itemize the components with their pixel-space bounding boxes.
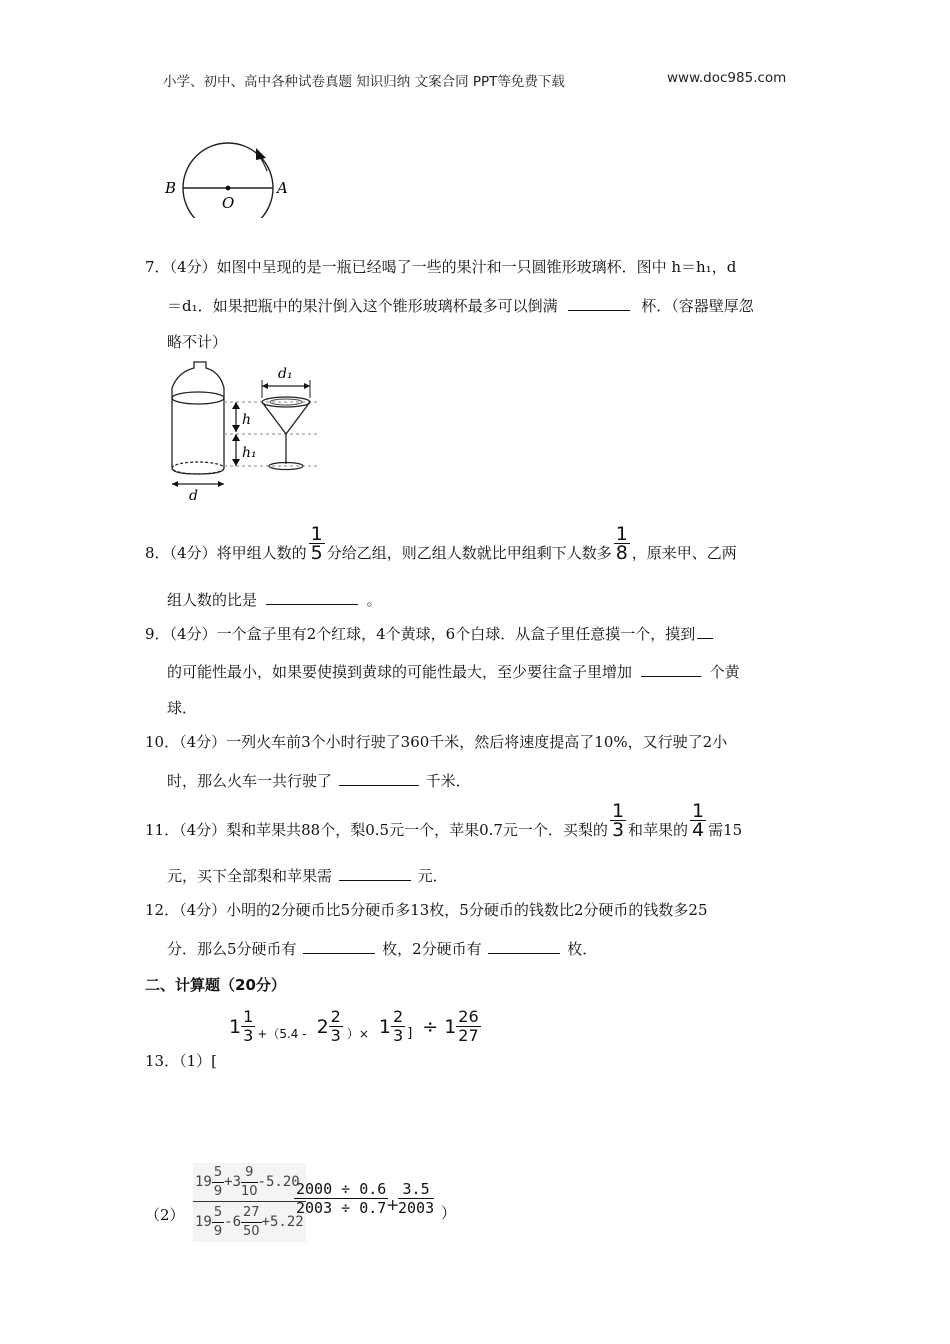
expr2-last-fraction: $\frac{3.5}{2003}$ [398, 1180, 435, 1217]
expr1-whole-3: 1 [378, 1015, 392, 1038]
expr1-whole-2: 2 [316, 1015, 329, 1038]
q7-line1: 7．（4分）如图中呈现的是一瓶已经喝了一些的果汁和一只圆锥形玻璃杯．图中 h＝h₁，d [145, 258, 737, 276]
q11-answer-blank[interactable] [339, 866, 411, 881]
expr1-bracket: ] [407, 1026, 413, 1041]
header-left: 小学、初中、高中各种试卷真题 知识归纳 文案合同 PPT等免费下载 [163, 74, 565, 90]
q13-expression-2-left [193, 1163, 306, 1242]
q8-line1 [145, 523, 737, 583]
q8-answer-blank[interactable] [266, 590, 358, 605]
q10-line2 [167, 771, 471, 790]
q13-label: 13．（1）[ [145, 1052, 217, 1070]
q13-part2-label: （2） [145, 1206, 185, 1224]
q11-line1 [145, 800, 742, 860]
q8-text-a: 8．（4分）将甲组人数的 [145, 544, 307, 562]
q8-line2 [167, 590, 382, 609]
fraction-1-4: $\frac{1}{4}$ [692, 799, 705, 841]
q11-line2 [167, 866, 448, 885]
label-d: d [189, 488, 198, 504]
q7-line3: 略不计） [167, 333, 228, 351]
q7-answer-blank[interactable] [568, 296, 630, 311]
q12-line2-mid: 枚，2分硬币有 [382, 940, 482, 958]
q10-line2-text: 时，那么火车一共行驶了 [167, 772, 333, 790]
q8-text-b: 分给乙组，则乙组人数就比甲组剩下人数多 [326, 544, 612, 562]
rotation-arrow-icon [256, 148, 266, 160]
q8-text-c: ，原来甲、乙两 [631, 544, 737, 562]
q12-answer-blank-1[interactable] [303, 939, 375, 954]
expr1-fraction-1: $\frac{1}{3}$ [243, 1007, 254, 1045]
label-o: O [222, 194, 235, 212]
q9-answer-blank-2[interactable] [641, 662, 701, 677]
q11-line2-tail: 元． [417, 867, 448, 885]
q9-line1 [145, 624, 713, 643]
label-h: h [242, 412, 252, 428]
q12-line2 [167, 939, 597, 958]
expr1-fraction-4: $\frac{26}{27}$ [458, 1007, 479, 1045]
label-h1: h₁ [242, 445, 257, 461]
label-d1: d₁ [278, 366, 293, 382]
q11-text-c: 需15 [708, 821, 743, 839]
q12-line2-text: 分．那么5分硬币有 [167, 940, 297, 958]
q8-line2-tail: 。 [366, 591, 382, 609]
q7-line2 [167, 296, 754, 315]
q10-line2-tail: 千米． [425, 772, 471, 790]
label-b: B [165, 179, 177, 197]
expr1-whole-1: 1 [229, 1015, 242, 1038]
fraction-1-3: $\frac{1}{3}$ [611, 799, 625, 841]
expr1-op-2: ）× [346, 1027, 369, 1041]
bottle-cone-figure [158, 358, 328, 508]
q7-line2-text: ＝d₁．如果把瓶中的果汁倒入这个锥形玻璃杯最多可以倒满 [167, 297, 558, 315]
expr2-numerator: 19 $\frac{5}{9}$ +3 $\frac{9}{10}$ -5.20 [195, 1164, 300, 1199]
q9-answer-blank-1[interactable] [697, 624, 713, 639]
header-site: www.doc985.com [667, 70, 787, 86]
expr2-close-paren: ） [441, 1204, 457, 1222]
q9-line2 [167, 662, 740, 681]
q11-text-b: 和苹果的 [628, 821, 689, 839]
fraction-1-8: $\frac{1}{8}$ [615, 522, 628, 564]
q8-line2-text: 组人数的比是 [167, 591, 258, 609]
label-a: A [277, 179, 288, 197]
expr1-fraction-2: $\frac{2}{3}$ [330, 1007, 341, 1045]
bottle-top-ellipse [172, 392, 224, 404]
expr1-fraction-3: $\frac{2}{3}$ [393, 1007, 404, 1045]
q9-line3: 球． [167, 699, 198, 717]
q12-line1: 12．（4分）小明的2分硬币比5分硬币多13枚，5分硬币的钱数比2分硬币的钱数多25 [145, 901, 708, 919]
expr2-denominator: 19 $\frac{5}{9}$ -6 $\frac{27}{50}$ +5.22 [195, 1204, 304, 1239]
q11-line2-text: 元，买下全部梨和苹果需 [167, 867, 333, 885]
circle-center-dot [226, 186, 231, 191]
q9-line2-text: 的可能性最小，如果要使摸到黄球的可能性最大，至少要往盒子里增加 [167, 663, 633, 681]
section-2-title: 二、计算题（20分） [145, 976, 286, 994]
q10-answer-blank[interactable] [339, 771, 419, 786]
expr1-divide: ÷ [422, 1015, 439, 1038]
expr2-middle-fraction: $\frac{2000 \div 0.6}{2003 \div 0.7}$ [296, 1180, 387, 1217]
circle-figure [160, 138, 300, 218]
expr2-plus: + [386, 1195, 400, 1214]
q13-expression-1 [229, 1008, 481, 1045]
q12-answer-blank-2[interactable] [488, 939, 560, 954]
q12-line2-tail: 枚． [567, 940, 598, 958]
q9-line1-text: 9．（4分）一个盒子里有2个红球，4个黄球，6个白球．从盒子里任意摸一个，摸到 [145, 625, 696, 643]
q9-line2-tail: 个黄 [709, 663, 740, 681]
expr1-whole-4: 1 [444, 1015, 457, 1038]
q7-line2-tail: 杯．（容器壁厚忽 [641, 297, 754, 315]
expr1-op-1: +（5.4 - [257, 1027, 307, 1041]
fraction-1-5: $\frac{1}{5}$ [310, 522, 323, 564]
q10-line1: 10．（4分）一列火车前3个小时行驶了360千米，然后将速度提高了10%，又行驶了2小 [145, 733, 728, 751]
q11-text-a: 11．（4分）梨和苹果共88个，梨0.5元一个，苹果0.7元一个．买梨的 [145, 821, 608, 839]
